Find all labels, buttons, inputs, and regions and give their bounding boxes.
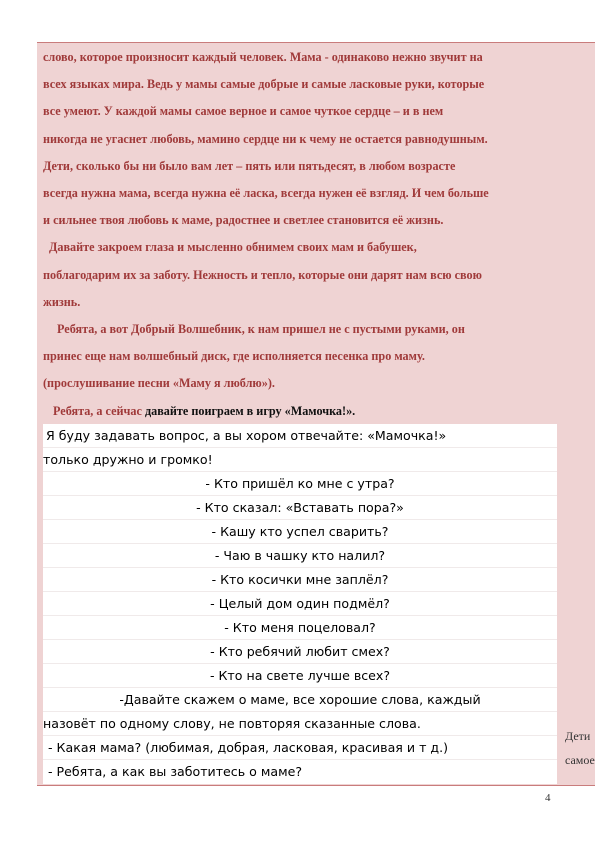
game-question: - Кто на свете лучше всех? [43, 664, 557, 688]
game-question: - Целый дом один подмёл? [43, 592, 557, 616]
text-line: Давайте закроем глаза и мысленно обнимем своих мам и бабушек, [49, 240, 417, 255]
game-line: назовёт по одному слову, не повторяя сказанные слова. [43, 712, 557, 736]
game-questions-box [43, 424, 557, 784]
game-line: Я буду задавать вопрос, а вы хором отвечайте: «Мамочка!» [43, 424, 557, 448]
text-line: всех языках мира. Ведь у мамы самые добрые и самые ласковые руки, которые [43, 77, 485, 92]
game-line: -Давайте скажем о маме, все хорошие слова, каждый [43, 688, 557, 712]
game-question: - Чаю в чашку кто налил? [43, 544, 557, 568]
text-span: Ребята, а сейчас [53, 403, 142, 418]
page-number: 4 [545, 792, 551, 804]
game-question: - Кто пришёл ко мне с утра? [43, 472, 557, 496]
game-question: - Кто ребячий любит смех? [43, 640, 557, 664]
game-intro-span: давайте поиграем в игру «Мамочка!». [144, 403, 356, 418]
intro-text [43, 44, 558, 425]
game-line: - Какая мама? (любимая, добрая, ласковая, красивая и т д.) [43, 736, 557, 760]
game-question: - Кашу кто успел сварить? [43, 520, 557, 544]
text-line: принес еще нам волшебный диск, где исполняется песенка про маму. [43, 349, 425, 364]
text-line: слово, которое произносит каждый человек. Мама - одинаково нежно звучит на [43, 50, 483, 64]
text-line: (прослушивание песни «Маму я люблю»). [43, 376, 275, 391]
game-question: - Кто меня поцеловал? [43, 616, 557, 640]
text-line: Дети, сколько бы ни было вам лет – пять или пятьдесят, в любом возрасте [43, 158, 456, 173]
text-line: все умеют. У каждой мамы самое верное и самое чуткое сердце – и в нем [43, 104, 444, 119]
text-line: жизнь. [43, 294, 81, 309]
cutoff-text: Дети [565, 729, 591, 743]
text-line: и сильнее твоя любовь к маме, радостнее и светлее становится её жизнь. [43, 213, 444, 228]
game-question: - Кто косички мне заплёл? [43, 568, 557, 592]
text-line [43, 398, 558, 425]
text-line: никогда не угаснет любовь, мамино сердце ни к чему не остается равнодушным. [43, 131, 488, 146]
game-line: - Ребята, а как вы заботитесь о маме? [48, 764, 303, 779]
game-line: только дружно и громко! [43, 448, 557, 472]
text-line: всегда нужна мама, всегда нужна её ласка, всегда нужен её взгляд. И чем больше [43, 186, 489, 201]
cutoff-text: самое [565, 753, 595, 767]
game-question: - Кто сказал: «Вставать пора?» [43, 496, 557, 520]
text-line: Ребята, а вот Добрый Волшебник, к нам пришел не с пустыми руками, он [57, 322, 465, 337]
text-line: поблагодарим их за заботу. Нежность и тепло, которые они дарят нам всю свою [43, 267, 482, 282]
